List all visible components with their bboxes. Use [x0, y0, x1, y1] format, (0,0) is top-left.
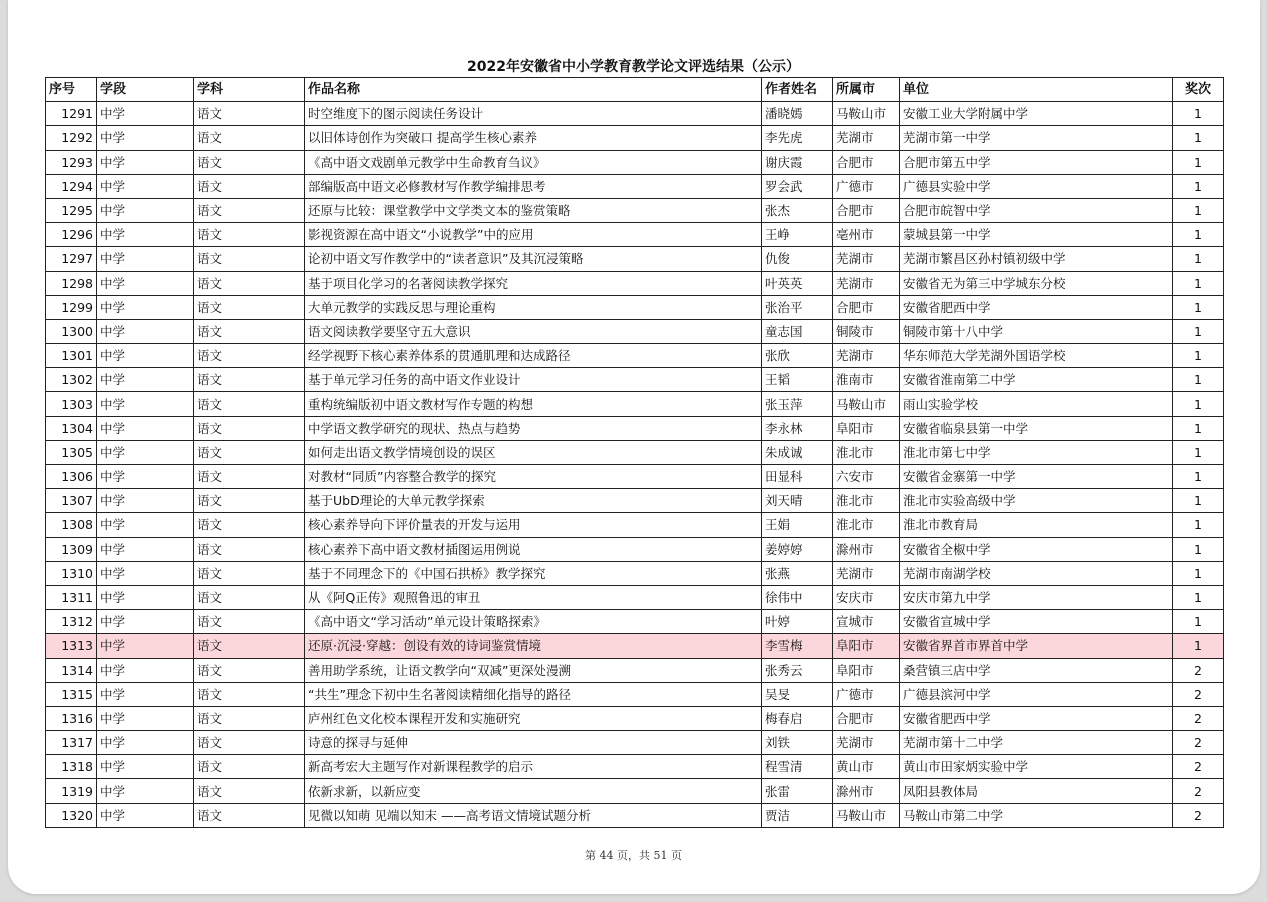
- cell-stage: 中学: [97, 150, 194, 174]
- cell-city: 阜阳市: [833, 416, 900, 440]
- cell-subject: 语文: [194, 634, 305, 658]
- cell-unit: 凤阳县教体局: [900, 779, 1173, 803]
- cell-stage: 中学: [97, 223, 194, 247]
- cell-author: 吴旻: [762, 682, 833, 706]
- cell-no: 1314: [46, 658, 97, 682]
- cell-city: 芜湖市: [833, 731, 900, 755]
- cell-unit: 桑营镇三店中学: [900, 658, 1173, 682]
- cell-stage: 中学: [97, 658, 194, 682]
- cell-subject: 语文: [194, 344, 305, 368]
- cell-subject: 语文: [194, 295, 305, 319]
- cell-city: 马鞍山市: [833, 803, 900, 827]
- cell-no: 1295: [46, 198, 97, 222]
- cell-no: 1307: [46, 489, 97, 513]
- cell-no: 1315: [46, 682, 97, 706]
- cell-award: 2: [1173, 731, 1224, 755]
- cell-city: 阜阳市: [833, 634, 900, 658]
- cell-unit: 华东师范大学芜湖外国语学校: [900, 344, 1173, 368]
- cell-author: 张玉萍: [762, 392, 833, 416]
- cell-city: 阜阳市: [833, 658, 900, 682]
- cell-stage: 中学: [97, 561, 194, 585]
- cell-unit: 安徽省宣城中学: [900, 610, 1173, 634]
- cell-no: 1302: [46, 368, 97, 392]
- cell-stage: 中学: [97, 247, 194, 271]
- table-row: [46, 368, 1224, 392]
- table-row: [46, 658, 1224, 682]
- table-row: [46, 271, 1224, 295]
- cell-stage: 中学: [97, 755, 194, 779]
- cell-stage: 中学: [97, 465, 194, 489]
- cell-author: 潘晓嫣: [762, 102, 833, 126]
- cell-work-title: 核心素养导向下评价量表的开发与运用: [305, 513, 762, 537]
- cell-city: 六安市: [833, 465, 900, 489]
- cell-no: 1293: [46, 150, 97, 174]
- cell-unit: 黄山市田家炳实验中学: [900, 755, 1173, 779]
- cell-award: 1: [1173, 247, 1224, 271]
- cell-city: 合肥市: [833, 706, 900, 730]
- cell-city: 马鞍山市: [833, 392, 900, 416]
- cell-subject: 语文: [194, 247, 305, 271]
- cell-no: 1320: [46, 803, 97, 827]
- cell-unit: 芜湖市繁昌区孙村镇初级中学: [900, 247, 1173, 271]
- cell-unit: 安徽省淮南第二中学: [900, 368, 1173, 392]
- cell-author: 朱成诚: [762, 440, 833, 464]
- cell-award: 1: [1173, 150, 1224, 174]
- table-body: [46, 102, 1224, 828]
- cell-subject: 语文: [194, 803, 305, 827]
- cell-work-title: 基于单元学习任务的高中语文作业设计: [305, 368, 762, 392]
- cell-unit: 安徽省全椒中学: [900, 537, 1173, 561]
- table-row: [46, 295, 1224, 319]
- cell-work-title: 庐州红色文化校本课程开发和实施研究: [305, 706, 762, 730]
- cell-city: 芜湖市: [833, 271, 900, 295]
- cell-no: 1312: [46, 610, 97, 634]
- cell-work-title: 论初中语文写作教学中的“读者意识”及其沉浸策略: [305, 247, 762, 271]
- cell-award: 2: [1173, 779, 1224, 803]
- cell-stage: 中学: [97, 344, 194, 368]
- cell-no: 1303: [46, 392, 97, 416]
- cell-author: 程雪清: [762, 755, 833, 779]
- cell-work-title: 如何走出语文教学情境创设的误区: [305, 440, 762, 464]
- cell-unit: 安徽省金寨第一中学: [900, 465, 1173, 489]
- cell-subject: 语文: [194, 779, 305, 803]
- cell-award: 1: [1173, 440, 1224, 464]
- cell-work-title: 善用助学系统，让语文教学向“双减”更深处漫溯: [305, 658, 762, 682]
- table-row: [46, 755, 1224, 779]
- cell-city: 马鞍山市: [833, 102, 900, 126]
- cell-city: 滁州市: [833, 779, 900, 803]
- cell-subject: 语文: [194, 706, 305, 730]
- cell-unit: 安徽省临泉县第一中学: [900, 416, 1173, 440]
- cell-no: 1300: [46, 319, 97, 343]
- table-row-highlighted: [46, 634, 1224, 658]
- column-header-no: 序号: [46, 78, 97, 102]
- cell-city: 淮北市: [833, 513, 900, 537]
- cell-subject: 语文: [194, 537, 305, 561]
- cell-subject: 语文: [194, 585, 305, 609]
- column-header-work: 作品名称: [305, 78, 762, 102]
- cell-no: 1301: [46, 344, 97, 368]
- cell-author: 刘天晴: [762, 489, 833, 513]
- cell-subject: 语文: [194, 416, 305, 440]
- cell-work-title: 依新求新，以新应变: [305, 779, 762, 803]
- cell-subject: 语文: [194, 465, 305, 489]
- cell-award: 1: [1173, 610, 1224, 634]
- cell-city: 铜陵市: [833, 319, 900, 343]
- table-row: [46, 247, 1224, 271]
- cell-city: 合肥市: [833, 150, 900, 174]
- column-header-city: 所属市: [833, 78, 900, 102]
- cell-no: 1316: [46, 706, 97, 730]
- cell-city: 芜湖市: [833, 126, 900, 150]
- cell-subject: 语文: [194, 731, 305, 755]
- cell-work-title: 影视资源在高中语文“小说教学”中的应用: [305, 223, 762, 247]
- table-row: [46, 682, 1224, 706]
- cell-award: 1: [1173, 319, 1224, 343]
- cell-author: 罗会武: [762, 174, 833, 198]
- cell-work-title: 基于项目化学习的名著阅读教学探究: [305, 271, 762, 295]
- cell-city: 宣城市: [833, 610, 900, 634]
- cell-subject: 语文: [194, 440, 305, 464]
- cell-city: 合肥市: [833, 295, 900, 319]
- cell-unit: 安徽省肥西中学: [900, 706, 1173, 730]
- cell-subject: 语文: [194, 223, 305, 247]
- cell-author: 叶婷: [762, 610, 833, 634]
- cell-author: 王韬: [762, 368, 833, 392]
- cell-stage: 中学: [97, 537, 194, 561]
- cell-no: 1298: [46, 271, 97, 295]
- cell-city: 芜湖市: [833, 344, 900, 368]
- cell-award: 1: [1173, 271, 1224, 295]
- cell-unit: 铜陵市第十八中学: [900, 319, 1173, 343]
- cell-city: 黄山市: [833, 755, 900, 779]
- cell-stage: 中学: [97, 102, 194, 126]
- cell-work-title: 基于不同理念下的《中国石拱桥》教学探究: [305, 561, 762, 585]
- cell-city: 合肥市: [833, 198, 900, 222]
- table-row: [46, 102, 1224, 126]
- cell-award: 1: [1173, 198, 1224, 222]
- column-header-subject: 学科: [194, 78, 305, 102]
- cell-stage: 中学: [97, 634, 194, 658]
- cell-award: 1: [1173, 634, 1224, 658]
- cell-work-title: 对教材“同质”内容整合教学的探究: [305, 465, 762, 489]
- cell-award: 2: [1173, 658, 1224, 682]
- cell-author: 谢庆霞: [762, 150, 833, 174]
- cell-author: 姜婷婷: [762, 537, 833, 561]
- cell-stage: 中学: [97, 610, 194, 634]
- cell-unit: 广德县滨河中学: [900, 682, 1173, 706]
- cell-stage: 中学: [97, 416, 194, 440]
- cell-award: 1: [1173, 416, 1224, 440]
- cell-no: 1296: [46, 223, 97, 247]
- cell-stage: 中学: [97, 706, 194, 730]
- cell-award: 1: [1173, 465, 1224, 489]
- cell-unit: 安徽省肥西中学: [900, 295, 1173, 319]
- cell-stage: 中学: [97, 585, 194, 609]
- cell-author: 李先虎: [762, 126, 833, 150]
- column-header-award: 奖次: [1173, 78, 1224, 102]
- cell-award: 1: [1173, 537, 1224, 561]
- cell-award: 2: [1173, 755, 1224, 779]
- cell-stage: 中学: [97, 319, 194, 343]
- cell-stage: 中学: [97, 368, 194, 392]
- cell-subject: 语文: [194, 126, 305, 150]
- cell-work-title: 大单元教学的实践反思与理论重构: [305, 295, 762, 319]
- column-header-stage: 学段: [97, 78, 194, 102]
- cell-unit: 芜湖市第一中学: [900, 126, 1173, 150]
- cell-subject: 语文: [194, 150, 305, 174]
- cell-author: 王娟: [762, 513, 833, 537]
- cell-author: 刘铁: [762, 731, 833, 755]
- cell-author: 徐伟中: [762, 585, 833, 609]
- table-row: [46, 489, 1224, 513]
- cell-award: 1: [1173, 585, 1224, 609]
- cell-author: 李永林: [762, 416, 833, 440]
- table-row: [46, 706, 1224, 730]
- cell-no: 1313: [46, 634, 97, 658]
- cell-unit: 淮北市实验高级中学: [900, 489, 1173, 513]
- cell-stage: 中学: [97, 779, 194, 803]
- column-header-author: 作者姓名: [762, 78, 833, 102]
- table-row: [46, 392, 1224, 416]
- cell-unit: 芜湖市第十二中学: [900, 731, 1173, 755]
- cell-stage: 中学: [97, 295, 194, 319]
- cell-no: 1311: [46, 585, 97, 609]
- cell-stage: 中学: [97, 731, 194, 755]
- cell-city: 芜湖市: [833, 247, 900, 271]
- cell-author: 叶英英: [762, 271, 833, 295]
- cell-author: 张治平: [762, 295, 833, 319]
- cell-stage: 中学: [97, 126, 194, 150]
- cell-no: 1297: [46, 247, 97, 271]
- table-row: [46, 174, 1224, 198]
- cell-city: 广德市: [833, 682, 900, 706]
- table-row: [46, 319, 1224, 343]
- cell-city: 安庆市: [833, 585, 900, 609]
- cell-award: 1: [1173, 223, 1224, 247]
- cell-unit: 淮北市第七中学: [900, 440, 1173, 464]
- cell-subject: 语文: [194, 271, 305, 295]
- cell-no: 1299: [46, 295, 97, 319]
- cell-unit: 广德县实验中学: [900, 174, 1173, 198]
- cell-city: 芜湖市: [833, 561, 900, 585]
- cell-no: 1319: [46, 779, 97, 803]
- cell-no: 1317: [46, 731, 97, 755]
- cell-author: 张秀云: [762, 658, 833, 682]
- cell-city: 滁州市: [833, 537, 900, 561]
- table-row: [46, 610, 1224, 634]
- cell-unit: 安庆市第九中学: [900, 585, 1173, 609]
- cell-unit: 安徽省无为第三中学城东分校: [900, 271, 1173, 295]
- cell-unit: 雨山实验学校: [900, 392, 1173, 416]
- cell-no: 1304: [46, 416, 97, 440]
- cell-unit: 合肥市第五中学: [900, 150, 1173, 174]
- cell-work-title: 见微以知萌 见端以知末 ——高考语文情境试题分析: [305, 803, 762, 827]
- cell-unit: 淮北市教育局: [900, 513, 1173, 537]
- cell-work-title: 还原与比较：课堂教学中文学类文本的鉴赏策略: [305, 198, 762, 222]
- table-row: [46, 537, 1224, 561]
- cell-subject: 语文: [194, 561, 305, 585]
- page-footer: 第 44 页，共 51 页: [585, 849, 682, 862]
- cell-subject: 语文: [194, 102, 305, 126]
- cell-stage: 中学: [97, 174, 194, 198]
- cell-no: 1291: [46, 102, 97, 126]
- cell-award: 1: [1173, 102, 1224, 126]
- cell-stage: 中学: [97, 271, 194, 295]
- cell-unit: 芜湖市南湖学校: [900, 561, 1173, 585]
- cell-award: 2: [1173, 706, 1224, 730]
- table-row: [46, 465, 1224, 489]
- table-row: [46, 198, 1224, 222]
- cell-award: 1: [1173, 513, 1224, 537]
- cell-work-title: 语文阅读教学要坚守五大意识: [305, 319, 762, 343]
- cell-author: 贾洁: [762, 803, 833, 827]
- cell-unit: 安徽省界首市界首中学: [900, 634, 1173, 658]
- table-header-row: [46, 78, 1224, 102]
- cell-work-title: 从《阿Q正传》观照鲁迅的审丑: [305, 585, 762, 609]
- cell-subject: 语文: [194, 610, 305, 634]
- cell-work-title: 《高中语文戏剧单元教学中生命教育刍议》: [305, 150, 762, 174]
- cell-work-title: 基于UbD理论的大单元教学探索: [305, 489, 762, 513]
- cell-subject: 语文: [194, 174, 305, 198]
- cell-unit: 安徽工业大学附属中学: [900, 102, 1173, 126]
- cell-unit: 马鞍山市第二中学: [900, 803, 1173, 827]
- cell-stage: 中学: [97, 198, 194, 222]
- cell-work-title: 诗意的探寻与延伸: [305, 731, 762, 755]
- cell-author: 李雪梅: [762, 634, 833, 658]
- cell-award: 1: [1173, 368, 1224, 392]
- cell-award: 2: [1173, 803, 1224, 827]
- cell-subject: 语文: [194, 319, 305, 343]
- table-row: [46, 126, 1224, 150]
- table-row: [46, 803, 1224, 827]
- cell-award: 2: [1173, 682, 1224, 706]
- cell-no: 1309: [46, 537, 97, 561]
- cell-no: 1310: [46, 561, 97, 585]
- cell-author: 张杰: [762, 198, 833, 222]
- cell-award: 1: [1173, 126, 1224, 150]
- cell-author: 张雷: [762, 779, 833, 803]
- table-row: [46, 513, 1224, 537]
- cell-author: 童志国: [762, 319, 833, 343]
- cell-unit: 蒙城县第一中学: [900, 223, 1173, 247]
- table-row: [46, 344, 1224, 368]
- table-row: [46, 585, 1224, 609]
- cell-subject: 语文: [194, 368, 305, 392]
- cell-stage: 中学: [97, 489, 194, 513]
- cell-stage: 中学: [97, 682, 194, 706]
- column-header-unit: 单位: [900, 78, 1173, 102]
- cell-subject: 语文: [194, 513, 305, 537]
- cell-award: 1: [1173, 174, 1224, 198]
- cell-award: 1: [1173, 295, 1224, 319]
- cell-award: 1: [1173, 344, 1224, 368]
- results-table: [45, 77, 1224, 828]
- cell-stage: 中学: [97, 513, 194, 537]
- cell-work-title: 还原·沉浸·穿越：创设有效的诗词鉴赏情境: [305, 634, 762, 658]
- cell-city: 淮北市: [833, 440, 900, 464]
- table-row: [46, 150, 1224, 174]
- table-row: [46, 779, 1224, 803]
- cell-no: 1308: [46, 513, 97, 537]
- cell-award: 1: [1173, 489, 1224, 513]
- table-row: [46, 416, 1224, 440]
- cell-city: 亳州市: [833, 223, 900, 247]
- document-title: 2022年安徽省中小学教育教学论文评选结果（公示）: [467, 59, 800, 75]
- cell-city: 淮北市: [833, 489, 900, 513]
- cell-work-title: 《高中语文“学习活动”单元设计策略探索》: [305, 610, 762, 634]
- cell-subject: 语文: [194, 658, 305, 682]
- cell-work-title: 经学视野下核心素养体系的贯通肌理和达成路径: [305, 344, 762, 368]
- cell-award: 1: [1173, 392, 1224, 416]
- cell-stage: 中学: [97, 440, 194, 464]
- cell-unit: 合肥市皖智中学: [900, 198, 1173, 222]
- cell-work-title: 重构统编版初中语文教材写作专题的构想: [305, 392, 762, 416]
- table-row: [46, 440, 1224, 464]
- cell-no: 1306: [46, 465, 97, 489]
- cell-no: 1294: [46, 174, 97, 198]
- cell-no: 1292: [46, 126, 97, 150]
- cell-stage: 中学: [97, 392, 194, 416]
- cell-subject: 语文: [194, 489, 305, 513]
- cell-city: 淮南市: [833, 368, 900, 392]
- cell-work-title: 新高考宏大主题写作对新课程教学的启示: [305, 755, 762, 779]
- cell-work-title: 中学语文教学研究的现状、热点与趋势: [305, 416, 762, 440]
- cell-author: 仇俊: [762, 247, 833, 271]
- cell-subject: 语文: [194, 682, 305, 706]
- cell-award: 1: [1173, 561, 1224, 585]
- cell-author: 田显科: [762, 465, 833, 489]
- cell-work-title: 部编版高中语文必修教材写作教学编排思考: [305, 174, 762, 198]
- cell-work-title: 时空维度下的图示阅读任务设计: [305, 102, 762, 126]
- cell-work-title: 核心素养下高中语文教材插图运用例说: [305, 537, 762, 561]
- cell-author: 张欣: [762, 344, 833, 368]
- table-row: [46, 731, 1224, 755]
- cell-author: 张燕: [762, 561, 833, 585]
- cell-subject: 语文: [194, 198, 305, 222]
- cell-author: 王峥: [762, 223, 833, 247]
- cell-subject: 语文: [194, 755, 305, 779]
- cell-subject: 语文: [194, 392, 305, 416]
- cell-author: 梅春启: [762, 706, 833, 730]
- cell-city: 广德市: [833, 174, 900, 198]
- cell-work-title: 以旧体诗创作为突破口 提高学生核心素养: [305, 126, 762, 150]
- cell-no: 1318: [46, 755, 97, 779]
- cell-work-title: “共生”理念下初中生名著阅读精细化指导的路径: [305, 682, 762, 706]
- cell-stage: 中学: [97, 803, 194, 827]
- table-row: [46, 561, 1224, 585]
- table-row: [46, 223, 1224, 247]
- cell-no: 1305: [46, 440, 97, 464]
